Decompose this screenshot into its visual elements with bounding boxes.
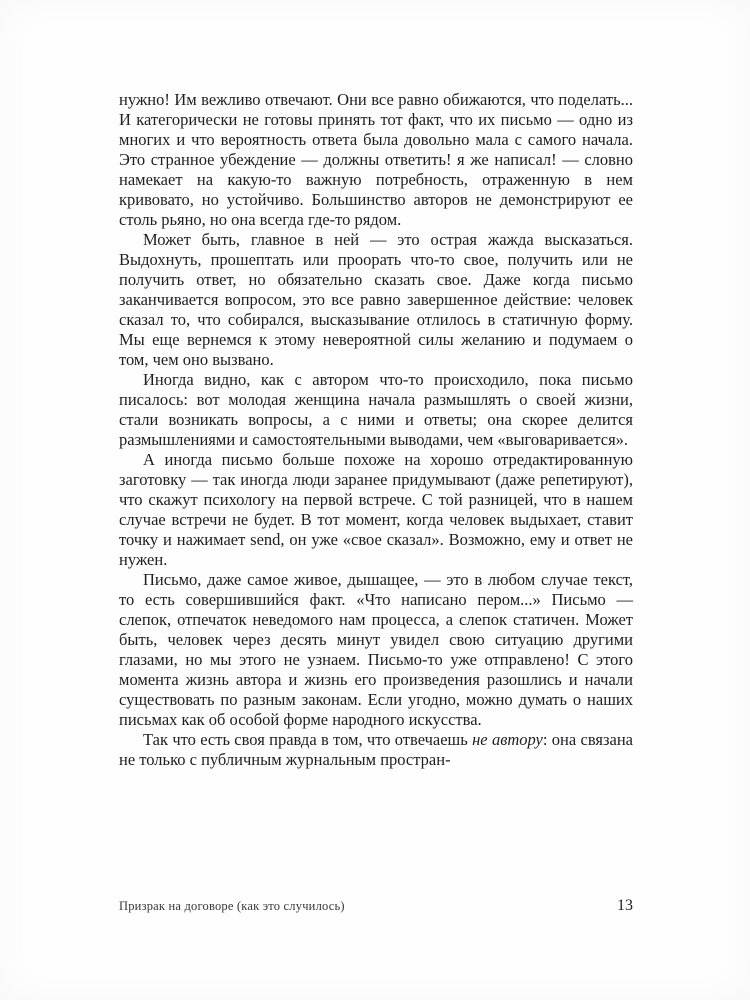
page-text-block	[119, 90, 633, 770]
paragraph: Иногда видно, как с автором что-то происходило, пока письмо писалось: вот молодая женщина начала размышлять о своей жизни, стали возникать вопросы, а с ними и ответы; она скорее делится размышлениями и самостоятельными выводами, чем «выговаривается».	[119, 370, 633, 449]
page-footer	[119, 897, 633, 915]
paragraph: А иногда письмо больше похоже на хорошо отредактированную заготовку — так иногда люди заранее придумывают (даже репетируют), что скажут психологу на первой встрече. С той разницей, что в нашем случае встречи не будет. В тот момент, когда человек выдыхает, ставит точку и нажимает send, он уже «свое сказал». Возможно, ему и ответ не нужен.	[119, 450, 633, 569]
paragraph-text: Так что есть своя правда в том, что отвечаешь	[143, 730, 473, 749]
paragraph-with-emphasis	[119, 730, 633, 770]
paragraph: Может быть, главное в ней — это острая жажда высказаться. Выдохнуть, прошептать или проорать что-то свое, получить или не получить ответ, но обязательно сказать свое. Даже когда письмо заканчивается вопросом, это все равно завершенное действие: человек сказал то, что собирался, высказывание отлилось в статичную форму. Мы еще вернемся к этому невероятной силы желанию и подумаем о том, чем оно вызвано.	[119, 230, 633, 369]
paragraph: Письмо, даже самое живое, дышащее, — это в любом случае текст, то есть совершившийся факт. «Что написано пером...» Письмо — слепок, отпечаток неведомого нам процесса, а слепок статичен. Может быть, человек через десять минут увидел свою ситуацию другими глазами, но мы этого не узнаем. Письмо-то уже отправлено! С этого момента жизнь автора и жизнь его произведения разошлись и начали существовать по разным законам. Если угодно, можно думать о наших письмах как об особой форме народного искусства.	[119, 570, 633, 729]
running-title: Призрак на договоре (как это случилось)	[119, 899, 345, 913]
paragraph-text: : она связана не только с публичным журнальным простран-	[119, 730, 633, 769]
emphasized-text: не автору	[472, 730, 543, 749]
paragraph: нужно! Им вежливо отвечают. Они все равно обижаются, что поделать... И категорически не готовы принять тот факт, что их письмо — одно из многих и что вероятность ответа была довольно мала с самого начала. Это странное убеждение — должны ответить! я же написал! — словно намекает на какую-то важную потребность, отраженную в нем кривовато, но устойчиво. Большинство авторов не демонстрируют ее столь рьяно, но она всегда где-то рядом.	[119, 90, 633, 229]
page-number: 13	[617, 897, 633, 914]
